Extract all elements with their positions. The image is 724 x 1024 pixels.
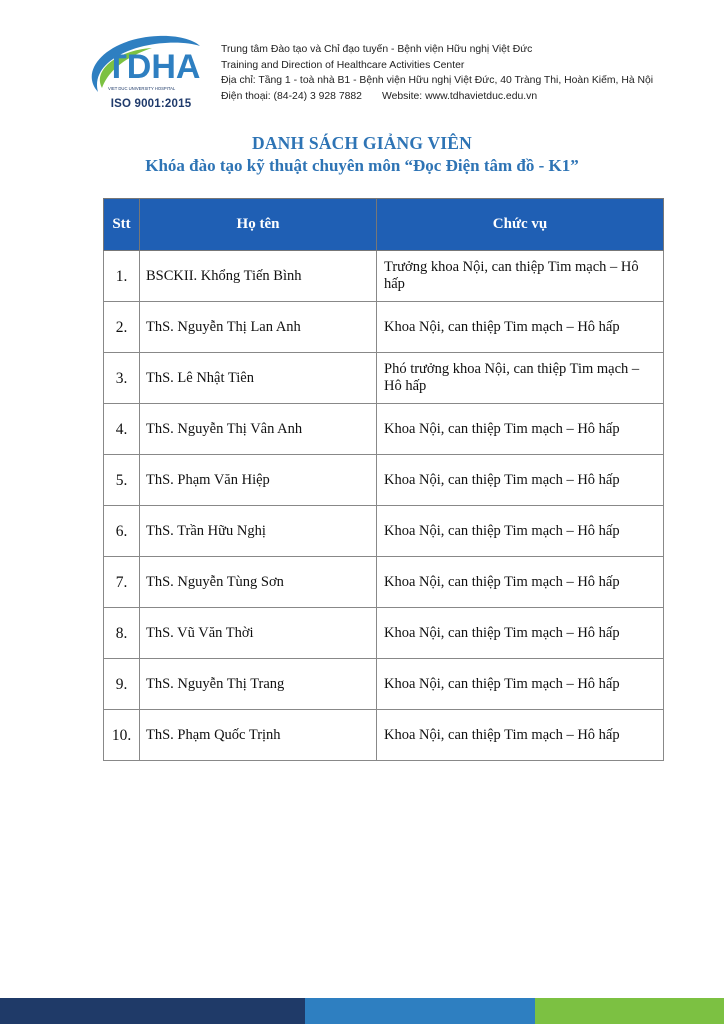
header-stt: Stt bbox=[104, 199, 140, 251]
footer-bar-navy bbox=[0, 998, 305, 1024]
phone: Điện thoại: (84-24) 3 928 7882 bbox=[221, 90, 362, 102]
row-name: ThS. Lê Nhật Tiên bbox=[140, 353, 377, 404]
table-row bbox=[104, 710, 664, 761]
row-name: ThS. Vũ Văn Thời bbox=[140, 608, 377, 659]
table-row bbox=[104, 608, 664, 659]
table-header-row bbox=[104, 199, 664, 251]
row-stt: 1. bbox=[104, 251, 140, 302]
row-stt: 8. bbox=[104, 608, 140, 659]
row-stt: 2. bbox=[104, 302, 140, 353]
table-row bbox=[104, 353, 664, 404]
row-role: Khoa Nội, can thiệp Tim mạch – Hô hấp bbox=[377, 659, 664, 710]
row-stt: 7. bbox=[104, 557, 140, 608]
row-role: Khoa Nội, can thiệp Tim mạch – Hô hấp bbox=[377, 506, 664, 557]
row-name: ThS. Nguyễn Thị Trang bbox=[140, 659, 377, 710]
row-stt: 6. bbox=[104, 506, 140, 557]
footer-color-bar bbox=[0, 998, 724, 1024]
table-row bbox=[104, 302, 664, 353]
row-name: ThS. Nguyễn Thị Lan Anh bbox=[140, 302, 377, 353]
website: Website: www.tdhavietduc.edu.vn bbox=[381, 90, 538, 102]
row-name: ThS. Nguyễn Thị Vân Anh bbox=[140, 404, 377, 455]
document-title: DANH SÁCH GIẢNG VIÊN bbox=[251, 133, 473, 153]
row-stt: 10. bbox=[104, 710, 140, 761]
header-name: Họ tên bbox=[140, 199, 377, 251]
center-name-vi: Trung tâm Đào tạo và Chỉ đạo tuyến - Bệnh viện Hữu nghị Việt Đức bbox=[221, 44, 533, 55]
table-row bbox=[104, 404, 664, 455]
row-role: Khoa Nội, can thiệp Tim mạch – Hô hấp bbox=[377, 455, 664, 506]
contact-line bbox=[221, 89, 701, 105]
header-info bbox=[221, 42, 701, 104]
center-name-en: Training and Direction of Healthcare Activities Center bbox=[221, 59, 465, 71]
logo-subtitle: VIET DUC UNIVERSITY HOSPITAL bbox=[108, 86, 176, 91]
lecturer-table bbox=[103, 198, 664, 761]
row-name: ThS. Nguyễn Tùng Sơn bbox=[140, 557, 377, 608]
row-stt: 4. bbox=[104, 404, 140, 455]
logo-text: TDHA bbox=[106, 48, 201, 86]
row-stt: 9. bbox=[104, 659, 140, 710]
table-row bbox=[104, 557, 664, 608]
table-row bbox=[104, 659, 664, 710]
row-role: Trưởng khoa Nội, can thiệp Tim mạch – Hô hấp bbox=[377, 251, 664, 302]
footer-bar-blue bbox=[305, 998, 535, 1024]
row-role: Khoa Nội, can thiệp Tim mạch – Hô hấp bbox=[377, 710, 664, 761]
row-role: Khoa Nội, can thiệp Tim mạch – Hô hấp bbox=[377, 557, 664, 608]
row-name: BSCKII. Khổng Tiến Bình bbox=[140, 251, 377, 302]
row-stt: 3. bbox=[104, 353, 140, 404]
address: Địa chỉ: Tầng 1 - toà nhà B1 - Bệnh viện Hữu nghị Việt Đức, 40 Tràng Thi, Hoàn Kiếm, Hà Nội bbox=[221, 75, 654, 86]
table-row bbox=[104, 455, 664, 506]
table-row bbox=[104, 251, 664, 302]
row-role: Khoa Nội, can thiệp Tim mạch – Hô hấp bbox=[377, 608, 664, 659]
row-stt: 5. bbox=[104, 455, 140, 506]
row-name: ThS. Phạm Quốc Trịnh bbox=[140, 710, 377, 761]
iso-label: ISO 9001:2015 bbox=[110, 98, 192, 110]
row-role: Khoa Nội, can thiệp Tim mạch – Hô hấp bbox=[377, 302, 664, 353]
table-row bbox=[104, 506, 664, 557]
row-role: Khoa Nội, can thiệp Tim mạch – Hô hấp bbox=[377, 404, 664, 455]
header-role: Chức vụ bbox=[377, 199, 664, 251]
row-name: ThS. Trần Hữu Nghị bbox=[140, 506, 377, 557]
row-name: ThS. Phạm Văn Hiệp bbox=[140, 455, 377, 506]
footer-bar-green bbox=[535, 998, 724, 1024]
course-title: Khóa đào tạo kỹ thuật chuyên môn “Đọc Điện tâm đồ - K1” bbox=[145, 156, 579, 175]
row-role: Phó trưởng khoa Nội, can thiệp Tim mạch – Hô hấp bbox=[377, 353, 664, 404]
